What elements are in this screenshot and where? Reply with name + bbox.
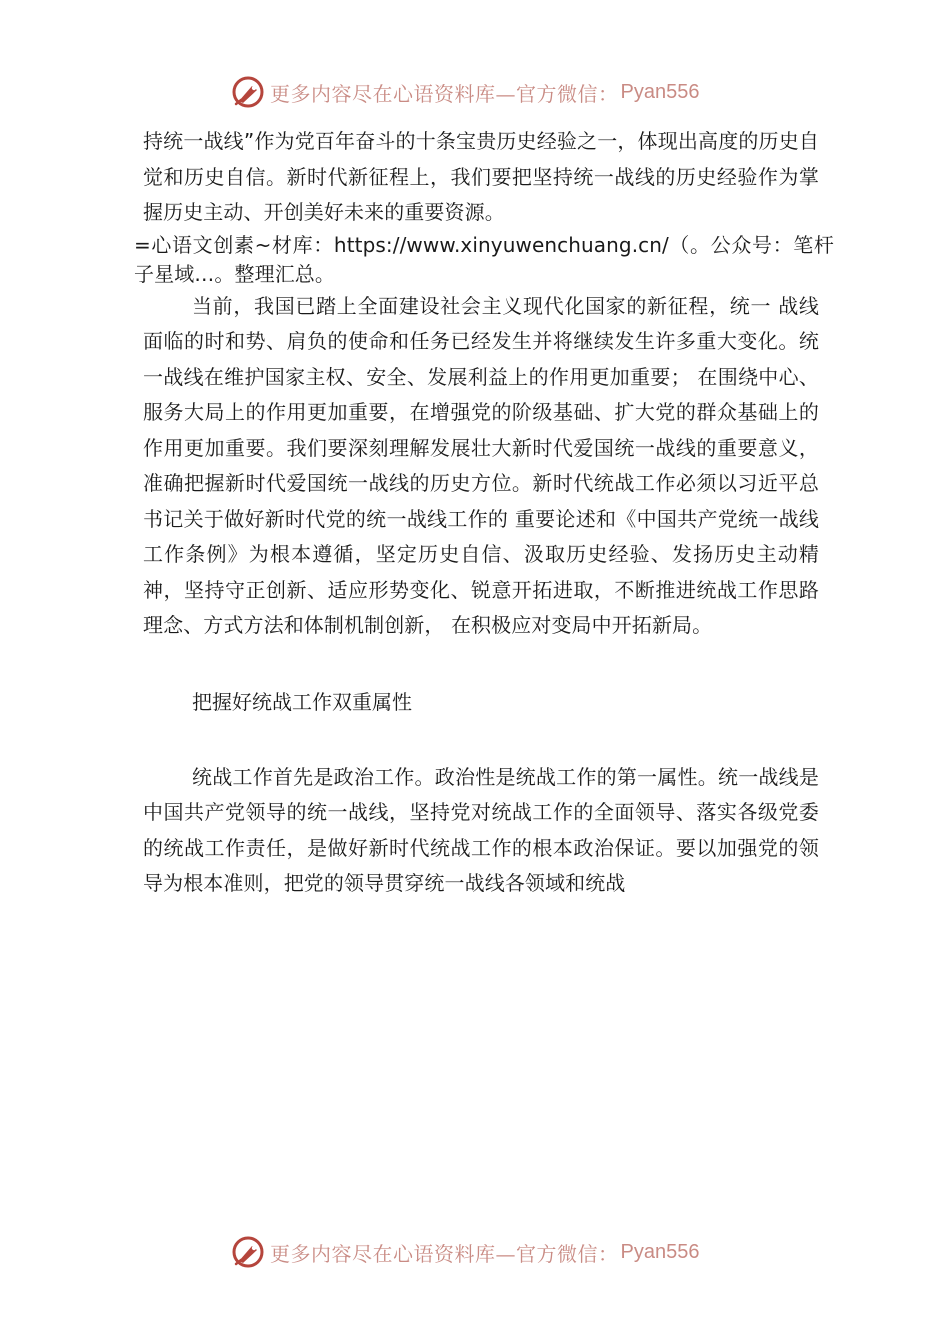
paragraph-2: 当前，我国已踏上全面建设社会主义现代化国家的新征程，统一 战线面临的时和势、肩负的使命和任务已经发生并将继续发生许多重大变化。统一战线在维护国家主权、安全、发展利益上的作用更加重要； 在围绕中心、服务大局上的作用更加重要，在增强党的阶级基础、扩大党的群众基础上的作用更加重要。我们要深刻理解发展壮大新时代爱国统一战线的重要意义，准确把握新时代爱国统一战线的历史方位。新时代统战工作必须以习近平总书记关于做好新时代党的统一战线工作的 重要论述和《中国共产党统一战线工作条例》为根本遵循，坚定历史自信、汲取历史经验、发扬历史主动精神，坚持守正创新、适应形势变化、锐意开拓进取，不断推进统战工作思路理念、方式方法和体制机制创新， 在积极应对变局中开拓新局。 [143,293,819,637]
spacer [0,720,950,760]
spacer [0,644,950,684]
watermark-handle: Pyan556 [620,1240,700,1263]
source-note: =心语文创素~材库：https://www.xinyuwenchuang.cn/（。公众号：笔杆子星域…。整理汇总。 [134,232,834,286]
paragraph-3: 统战工作首先是政治工作。政治性是统战工作的第一属性。统一战线是中国共产党领导的统一战线，坚持党对统战工作的全面领导、落实各级党委的统战工作责任，是做好新时代统战工作的根本政治保证。要以加强党的领导为根本准则，把党的领导贯穿统一战线各领域和统战 [143,764,819,895]
watermark-banner-bottom [230,1232,699,1272]
watermark-text: 更多内容尽在心语资料库—官方微信： [270,81,619,106]
document-body [0,124,950,902]
pen-nib-logo-icon [230,74,266,110]
paragraph-1: 持统一战线”作为党百年奋斗的十条宝贵历史经验之一，体现出高度的历史自觉和历史自信。新时代新征程上，我们要把坚持统一战线的历史经验作为掌握历史主动、开创美好未来的重要资源。 [143,129,819,224]
watermark-handle: Pyan556 [620,80,700,103]
watermark-text: 更多内容尽在心语资料库—官方微信： [270,1241,619,1266]
pen-nib-logo-icon [230,1234,266,1270]
watermark-banner-top [230,72,699,112]
section-heading: 把握好统战工作双重属性 [192,689,412,714]
